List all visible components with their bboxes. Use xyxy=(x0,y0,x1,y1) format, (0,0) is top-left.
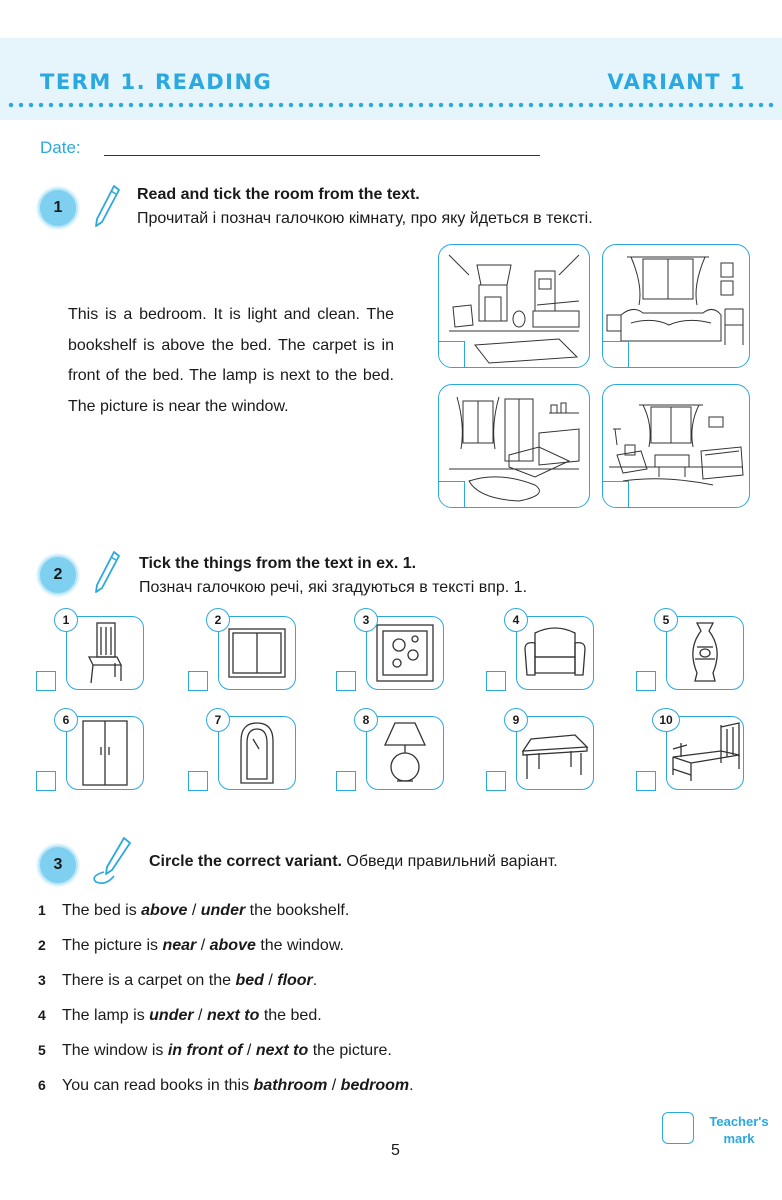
ex3-instruction xyxy=(149,853,558,871)
item-1-chair xyxy=(66,616,144,690)
item-2-number: 2 xyxy=(206,608,230,632)
option-a[interactable]: near xyxy=(162,937,197,954)
wardrobe-icon xyxy=(67,717,143,789)
exercise-1-badge: 1 xyxy=(38,188,78,228)
sentence-6: 6 You can read books in this bathroom / bedroom. xyxy=(38,1077,414,1094)
pencil-icon xyxy=(92,548,122,596)
item-3-picture xyxy=(366,616,444,690)
term-title: TERM 1. READING xyxy=(40,70,273,94)
room-picture-3 xyxy=(438,384,590,508)
page-number: 5 xyxy=(391,1142,400,1159)
item-6-number: 6 xyxy=(54,708,78,732)
date-label: Date: xyxy=(40,138,81,157)
date-input-line[interactable] xyxy=(104,155,540,156)
item-10-number: 10 xyxy=(652,708,680,732)
room-picture-4 xyxy=(602,384,750,508)
room-3-checkbox[interactable] xyxy=(438,481,465,508)
sentence-4: 4 The lamp is under / next to the bed. xyxy=(38,1007,322,1024)
exercise-2-badge: 2 xyxy=(38,555,78,595)
option-b[interactable]: next to xyxy=(206,1007,260,1024)
bed-icon xyxy=(667,717,743,789)
item-8-number: 8 xyxy=(354,708,378,732)
option-a[interactable]: in front of xyxy=(167,1042,243,1059)
sentence-3: 3 There is a carpet on the bed / floor. xyxy=(38,972,318,989)
item-10-bed xyxy=(666,716,744,790)
picture-icon xyxy=(367,617,443,689)
armchair-icon xyxy=(517,617,593,689)
item-4-checkbox[interactable] xyxy=(486,671,506,691)
item-6-wardrobe xyxy=(66,716,144,790)
item-5-number: 5 xyxy=(654,608,678,632)
ex1-instruction-ua: Прочитай і познач галочкою кімнату, про яку йдеться в тексті. xyxy=(137,210,593,227)
option-b[interactable]: above xyxy=(209,937,256,954)
room-2-checkbox[interactable] xyxy=(602,341,629,368)
option-b[interactable]: bedroom xyxy=(340,1077,410,1094)
exercise-3-badge: 3 xyxy=(38,845,78,885)
item-7-mirror xyxy=(218,716,296,790)
room-picture-1 xyxy=(438,244,590,368)
room-picture-2 xyxy=(602,244,750,368)
option-a[interactable]: above xyxy=(141,902,188,919)
ex2-instruction-ua: Познач галочкою речі, які згадуються в тексті впр. 1. xyxy=(139,579,528,596)
option-b[interactable]: under xyxy=(200,902,246,919)
mirror-icon xyxy=(219,717,295,789)
teacher-mark-label: Teacher's mark xyxy=(709,1114,769,1146)
pencil-icon xyxy=(92,182,122,230)
option-a[interactable]: under xyxy=(149,1007,194,1024)
item-9-table xyxy=(516,716,594,790)
item-5-vase xyxy=(666,616,744,690)
window-icon xyxy=(219,617,295,689)
room-1-checkbox[interactable] xyxy=(438,341,465,368)
item-10-checkbox[interactable] xyxy=(636,771,656,791)
item-9-number: 9 xyxy=(504,708,528,732)
item-1-checkbox[interactable] xyxy=(36,671,56,691)
sentence-1: 1 The bed is above / under the bookshelf. xyxy=(38,902,350,919)
room-4-checkbox[interactable] xyxy=(602,481,629,508)
item-1-number: 1 xyxy=(54,608,78,632)
top-margin xyxy=(0,0,782,38)
item-3-checkbox[interactable] xyxy=(336,671,356,691)
item-9-checkbox[interactable] xyxy=(486,771,506,791)
sentence-5: 5 The window is in front of / next to the picture. xyxy=(38,1042,392,1059)
item-2-window xyxy=(218,616,296,690)
pencil-circle-icon xyxy=(88,834,138,886)
variant-title: VARIANT 1 xyxy=(607,70,746,94)
item-2-checkbox[interactable] xyxy=(188,671,208,691)
sentence-2: 2 The picture is near / above the window. xyxy=(38,937,344,954)
item-8-lamp xyxy=(366,716,444,790)
item-5-checkbox[interactable] xyxy=(636,671,656,691)
table-icon xyxy=(517,717,593,789)
item-4-number: 4 xyxy=(504,608,528,632)
teacher-mark-box[interactable] xyxy=(662,1112,694,1144)
item-3-number: 3 xyxy=(354,608,378,632)
option-b[interactable]: floor xyxy=(277,972,313,989)
item-6-checkbox[interactable] xyxy=(36,771,56,791)
ex3-instruction-ua: Обведи правильний варіант. xyxy=(346,853,558,870)
lamp-icon xyxy=(367,717,443,789)
dotted-divider xyxy=(6,102,776,108)
ex3-instruction-en: Circle the correct variant. xyxy=(149,853,342,870)
option-a[interactable]: bed xyxy=(235,972,264,989)
item-4-armchair xyxy=(516,616,594,690)
item-7-number: 7 xyxy=(206,708,230,732)
option-a[interactable]: bathroom xyxy=(253,1077,328,1094)
item-8-checkbox[interactable] xyxy=(336,771,356,791)
ex1-instruction-en: Read and tick the room from the text. xyxy=(137,186,420,203)
item-7-checkbox[interactable] xyxy=(188,771,208,791)
vase-icon xyxy=(667,617,743,689)
ex2-instruction-en: Tick the things from the text in ex. 1. xyxy=(139,555,417,572)
reading-passage: This is a bedroom. It is light and clean. The bookshelf is above the bed. The carpet is in front of the bed. The lamp is next to the bed. The picture is near the window. xyxy=(68,306,394,415)
option-b[interactable]: next to xyxy=(255,1042,309,1059)
chair-icon xyxy=(67,617,143,689)
